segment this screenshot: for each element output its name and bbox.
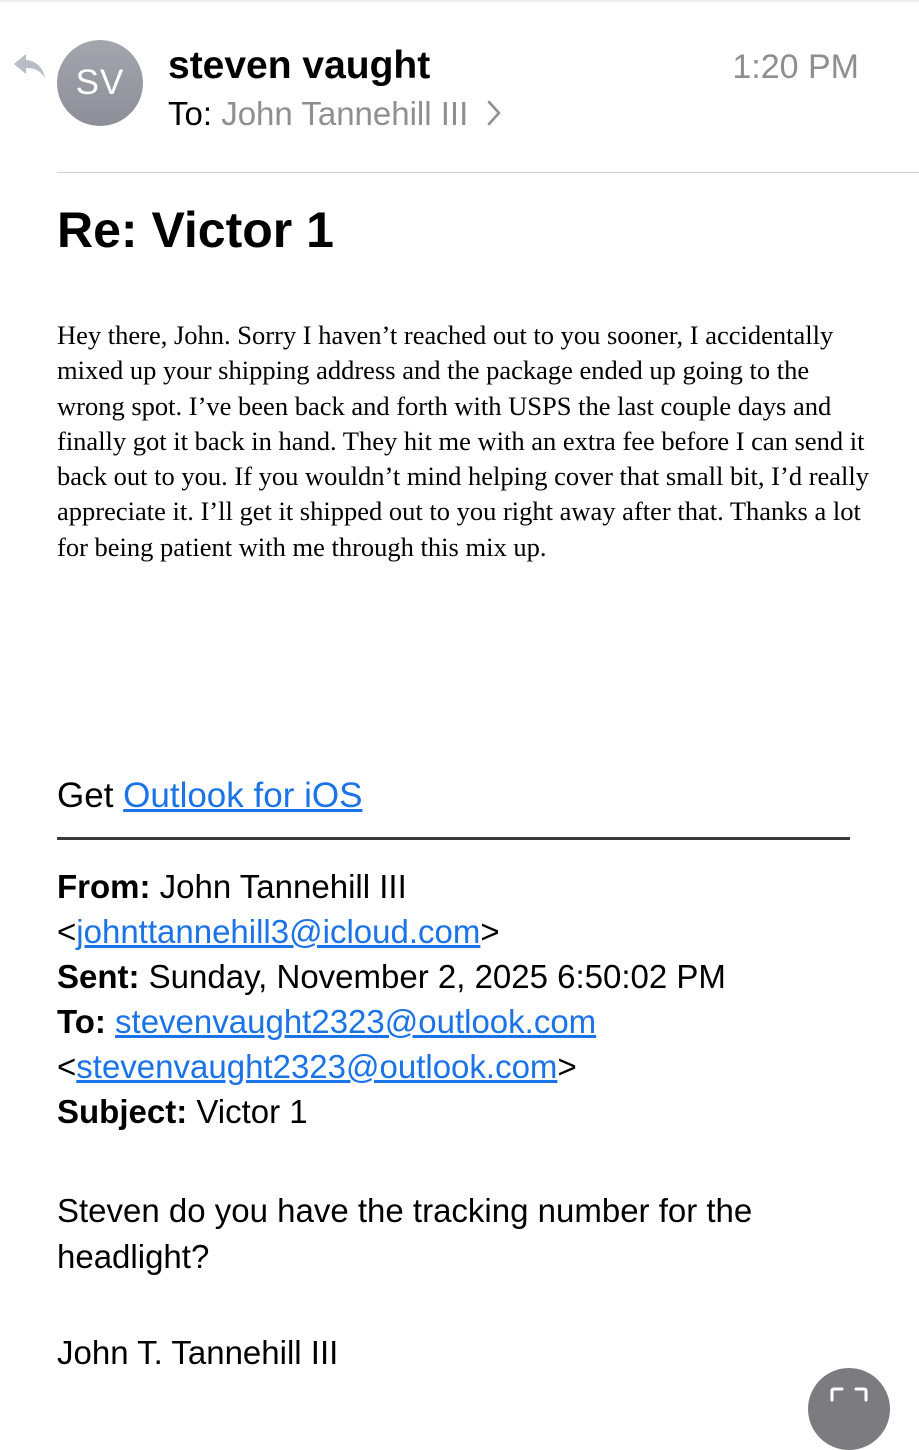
- sender-name[interactable]: steven vaught: [168, 44, 431, 87]
- quoted-sent-value: Sunday, November 2, 2025 6:50:02 PM: [148, 958, 726, 995]
- chevron-right-icon[interactable]: [487, 100, 501, 126]
- quoted-subject-label: Subject:: [57, 1093, 188, 1130]
- reply-icon[interactable]: [12, 50, 48, 82]
- expand-button[interactable]: [808, 1368, 890, 1450]
- quoted-to-email-row: <stevenvaught2323@outlook.com>: [57, 1048, 577, 1085]
- quoted-sent-row: [57, 954, 907, 999]
- expand-icon: [829, 1386, 869, 1416]
- to-label: To:: [168, 95, 213, 132]
- quoted-to-row: [57, 999, 907, 1044]
- quoted-from-email-link[interactable]: johnttannehill3@icloud.com: [76, 913, 481, 950]
- quoted-subject-row: [57, 1089, 907, 1134]
- quoted-signature: John T. Tannehill III: [57, 1334, 339, 1371]
- message-time: 1:20 PM: [732, 48, 859, 86]
- recipient-name[interactable]: John Tannehill III: [221, 95, 469, 132]
- quoted-from-name: John Tannehill III: [159, 868, 407, 905]
- quoted-from-row: [57, 864, 907, 909]
- outlook-promo-prefix: Get: [57, 776, 114, 815]
- quoted-from-email-row: <johnttannehill3@icloud.com>: [57, 913, 500, 950]
- avatar[interactable]: [57, 40, 143, 126]
- recipient-row[interactable]: [168, 93, 501, 135]
- message-body: Hey there, John. Sorry I haven’t reached out to you sooner, I accidentally mixed up your shipping address and the package ended up going to the wrong spot. I’ve been back and forth with USPS the last couple days and finally got it back in hand. They hit me with an extra fee before I can send it back out to you. If you wouldn’t mind helping cover that small bit, I’d really appreciate it. I’ll get it shipped out to you right away after that. Thanks a lot for being patient with me through this mix up.: [57, 320, 870, 562]
- message-subject: Re: Victor 1: [57, 202, 334, 258]
- quoted-body: Steven do you have the tracking number for the headlight?: [57, 1192, 753, 1275]
- quoted-to-label: To:: [57, 1003, 106, 1040]
- quoted-sent-label: Sent:: [57, 958, 140, 995]
- top-border: [0, 0, 919, 2]
- quoted-header: [57, 864, 907, 1134]
- outlook-for-ios-link[interactable]: Outlook for iOS: [123, 776, 363, 815]
- outlook-promo: [57, 773, 362, 819]
- quoted-to-email-bracketed-link[interactable]: stevenvaught2323@outlook.com: [76, 1048, 558, 1085]
- avatar-initials: SV: [75, 63, 125, 102]
- header-divider: [57, 172, 919, 173]
- quoted-subject-value: Victor 1: [196, 1093, 308, 1130]
- quoted-to-email-link[interactable]: stevenvaught2323@outlook.com: [115, 1003, 597, 1040]
- quoted-from-label: From:: [57, 868, 151, 905]
- quote-divider: [57, 837, 850, 840]
